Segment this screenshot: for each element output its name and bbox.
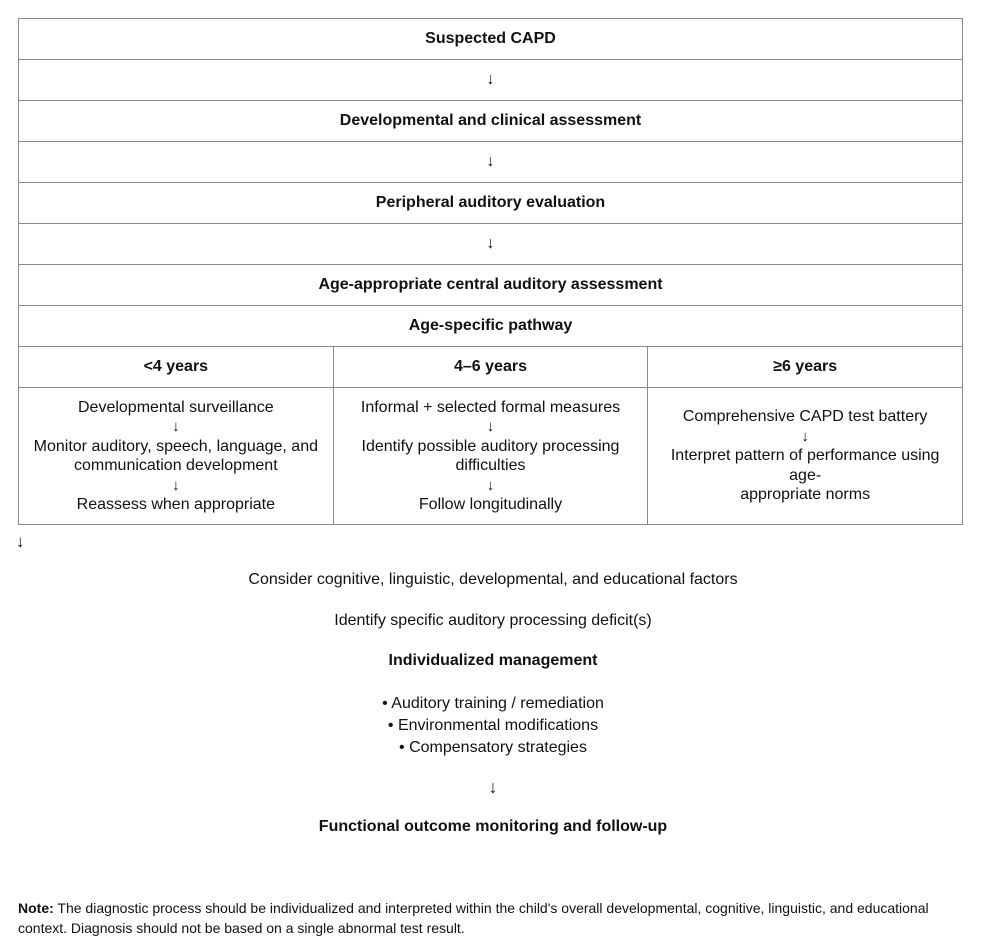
age-header-4-6: 4–6 years bbox=[333, 347, 648, 388]
down-arrow-icon: ↓ bbox=[19, 224, 963, 265]
down-arrow-icon: ↓ bbox=[801, 427, 809, 445]
note-text: The diagnostic process should be individualized and interpreted within the child's overall developmental, cognitive, linguistic, and educational context. Diagnosis should not be based on a single abnormal test result. bbox=[18, 900, 929, 936]
identify-deficits: Identify specific auditory processing deficit(s) bbox=[334, 612, 652, 629]
row-arrow-3 bbox=[19, 224, 963, 265]
row-arrow-1 bbox=[19, 60, 963, 101]
content-line: Follow longitudinally bbox=[418, 496, 563, 513]
down-arrow-icon: ↓ bbox=[486, 476, 495, 494]
age-content-6-plus bbox=[648, 388, 963, 525]
down-arrow-icon: ↓ bbox=[19, 142, 963, 183]
content-line: Informal + selected formal measures bbox=[360, 398, 621, 416]
content-line: Interpret pattern of performance using age- bbox=[670, 447, 940, 484]
row-pathway-title bbox=[19, 306, 963, 347]
age-header-under-4: <4 years bbox=[19, 347, 334, 388]
note-label: Note: bbox=[18, 900, 54, 916]
down-arrow-icon: ↓ bbox=[172, 476, 180, 494]
row-peripheral-evaluation bbox=[19, 183, 963, 224]
content-line: communication development bbox=[73, 457, 278, 474]
down-arrow-icon: ↓ bbox=[16, 532, 25, 551]
content-line: Developmental surveillance bbox=[78, 398, 274, 416]
content-line: Identify possible auditory processing bbox=[361, 437, 620, 455]
consider-factors: Consider cognitive, linguistic, developmental, and educational factors bbox=[248, 571, 738, 588]
down-arrow-icon: ↓ bbox=[172, 418, 180, 435]
row-central-assessment bbox=[19, 265, 963, 306]
down-arrow-icon: ↓ bbox=[486, 418, 495, 435]
final-outcome-monitoring: Functional outcome monitoring and follow-up bbox=[318, 818, 668, 835]
bullet-item: • Compensatory strategies bbox=[399, 739, 587, 756]
content-line: Monitor auditory, speech, language, and bbox=[33, 437, 318, 455]
row-suspected-capd bbox=[19, 19, 963, 60]
content-line: Comprehensive CAPD test battery bbox=[682, 408, 928, 426]
down-arrow-icon: ↓ bbox=[488, 777, 498, 797]
footnote bbox=[18, 898, 948, 938]
step-suspected-capd: Suspected CAPD bbox=[19, 19, 963, 60]
content-line: difficulties bbox=[455, 457, 526, 474]
age-content-under-4 bbox=[19, 388, 334, 525]
row-arrow-2 bbox=[19, 142, 963, 183]
pathway-title: Age-specific pathway bbox=[19, 306, 963, 347]
step-peripheral-evaluation: Peripheral auditory evaluation bbox=[19, 183, 963, 224]
management-bullets bbox=[0, 693, 986, 759]
age-content-4-6 bbox=[333, 388, 648, 525]
content-line: appropriate norms bbox=[740, 486, 871, 504]
row-age-headers bbox=[19, 347, 963, 388]
bullet-item: • Auditory training / remediation bbox=[382, 695, 604, 712]
step-developmental-assessment: Developmental and clinical assessment bbox=[19, 101, 963, 142]
down-arrow-icon: ↓ bbox=[19, 60, 963, 101]
content-line: Reassess when appropriate bbox=[76, 496, 275, 513]
flowchart-table bbox=[18, 18, 963, 525]
bullet-item: • Environmental modifications bbox=[387, 717, 599, 734]
age-header-6-plus: ≥6 years bbox=[648, 347, 963, 388]
row-developmental-assessment bbox=[19, 101, 963, 142]
management-title: Individualized management bbox=[388, 652, 598, 669]
row-age-content bbox=[19, 388, 963, 525]
step-central-assessment: Age-appropriate central auditory assessment bbox=[19, 265, 963, 306]
